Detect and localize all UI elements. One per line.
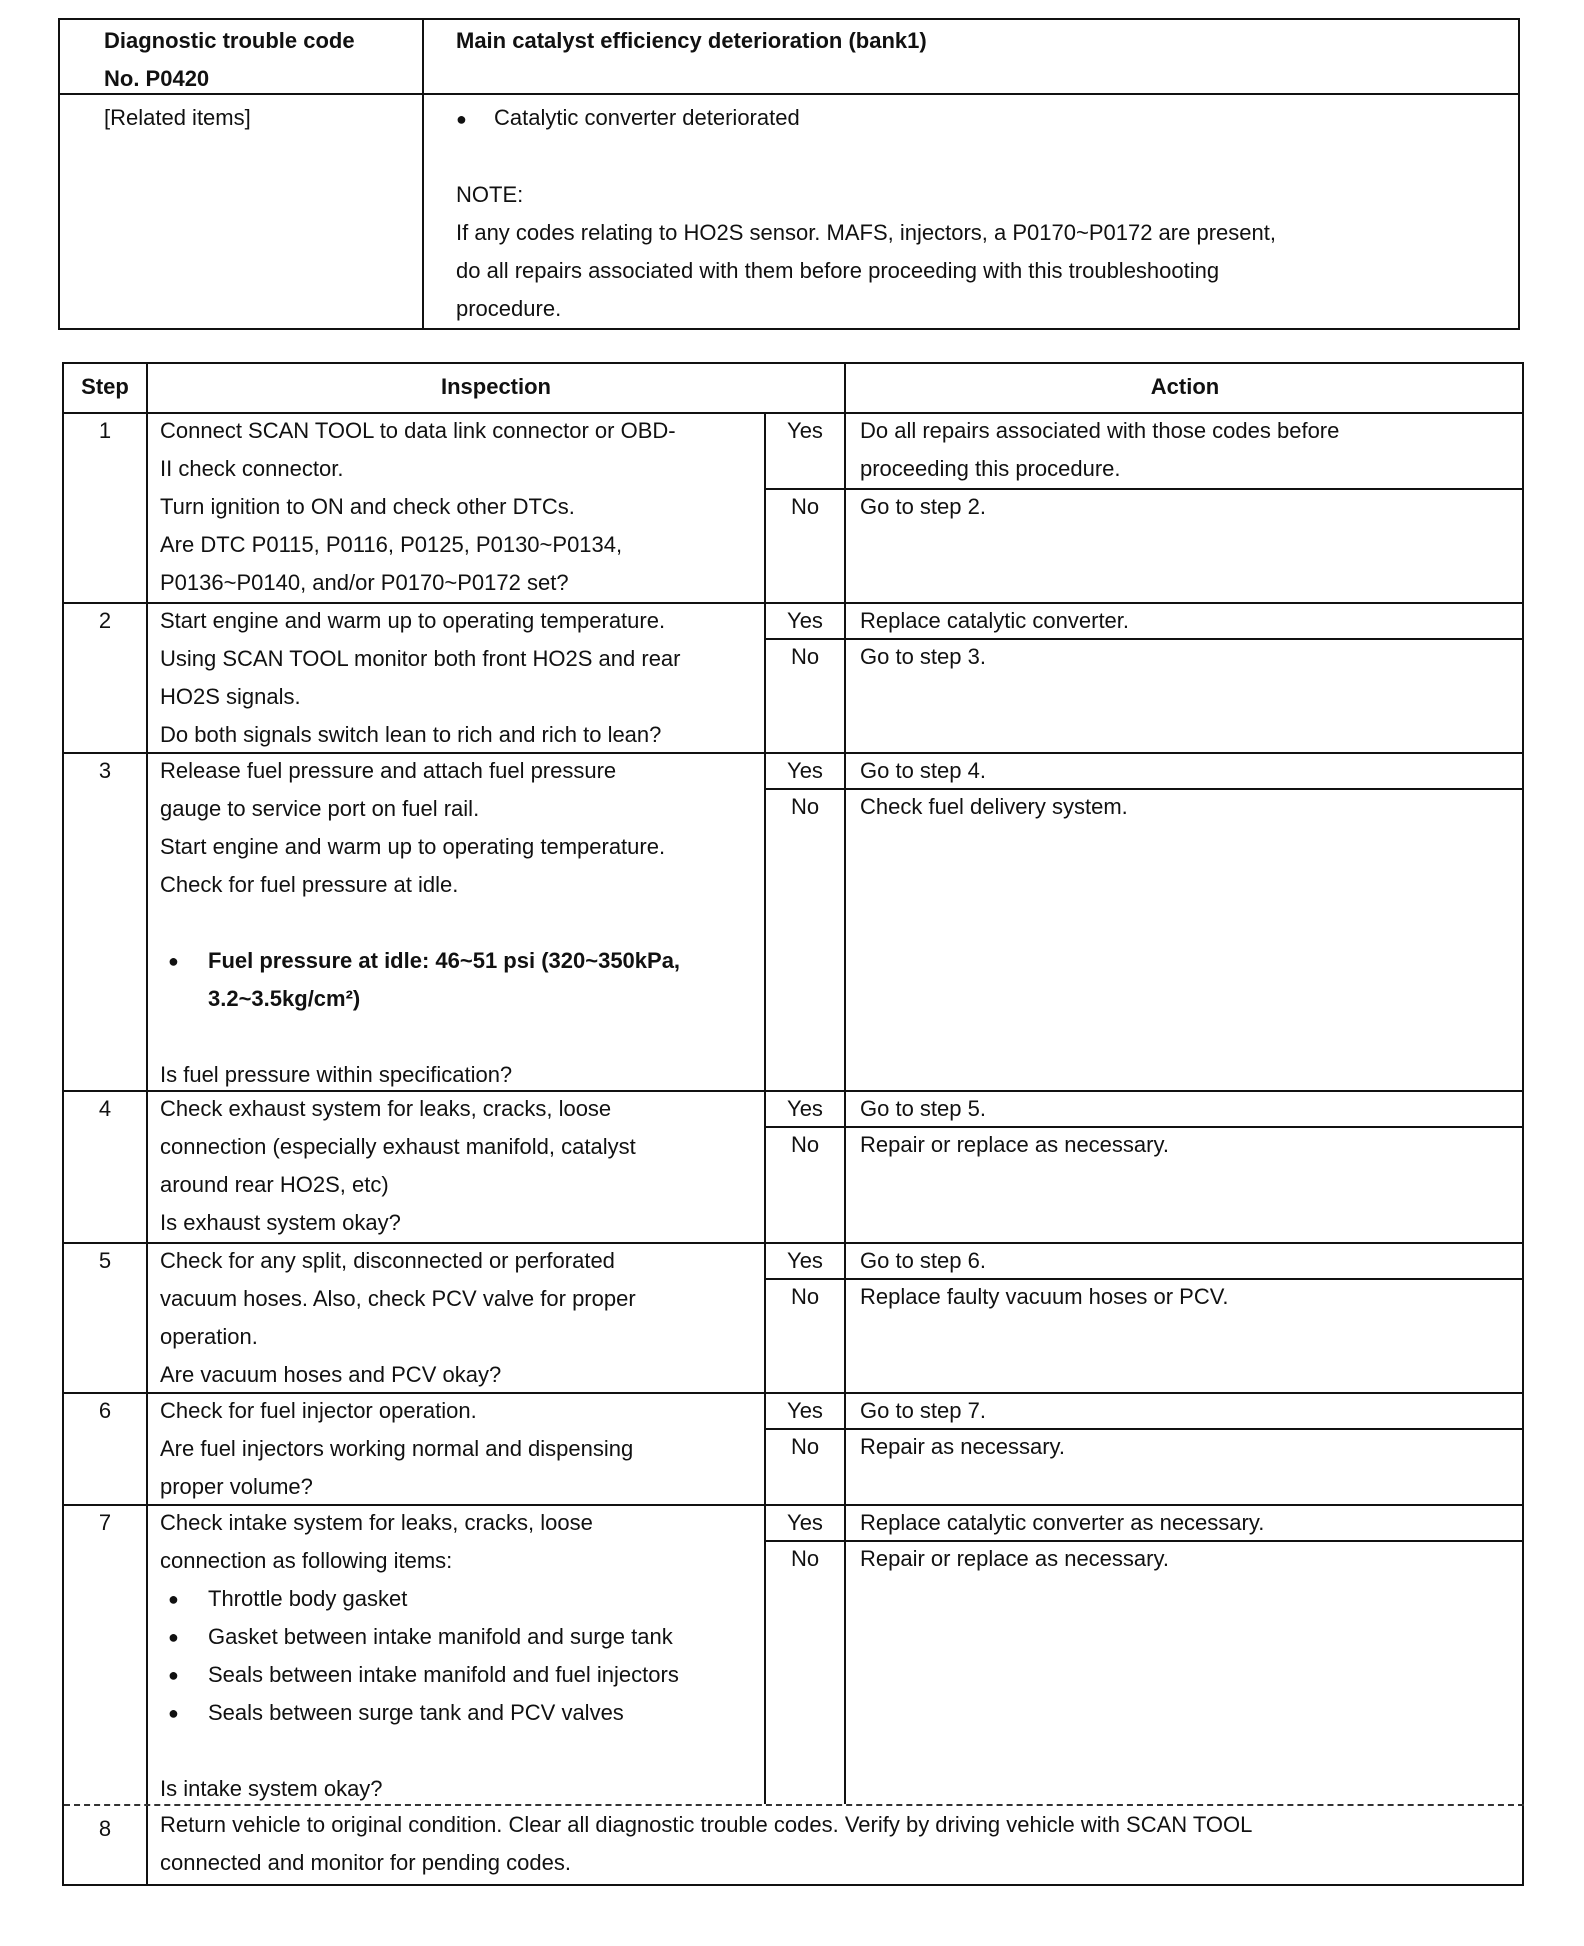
yes-label: Yes (787, 1398, 823, 1423)
no-action: Check fuel delivery system. (860, 794, 1128, 819)
note-line: procedure. (456, 296, 562, 321)
dtc-label-line1: Diagnostic trouble code (104, 28, 355, 53)
inspection-line: Release fuel pressure and attach fuel pressure (160, 758, 617, 783)
bullet-icon (456, 105, 494, 130)
inspection-line: Using SCAN TOOL monitor both front HO2S and rear (160, 646, 681, 671)
inspection-line: Start engine and warm up to operating temperature. (160, 834, 666, 859)
note-line: do all repairs associated with them before proceeding with this troubleshooting (456, 258, 1220, 283)
step-number: 1 (98, 418, 112, 443)
troubleshooting-table (62, 362, 1524, 1886)
no-action: Repair or replace as necessary. (860, 1132, 1169, 1157)
inspection-text (160, 752, 680, 1094)
related-item-text: Catalytic converter deteriorated (494, 105, 800, 130)
inspection-text (160, 1090, 636, 1242)
no-label: No (790, 1284, 820, 1309)
yes-action: Go to step 5. (860, 1096, 986, 1121)
checklist-item: ● Throttle body gasket (160, 1580, 679, 1618)
step-number: 2 (98, 608, 112, 633)
note-label: NOTE: (456, 182, 524, 207)
yes-action (860, 412, 1339, 488)
inspection-line: II check connector. (160, 456, 344, 481)
spec-line: ● Fuel pressure at idle: 46~51 psi (320~350kPa, (208, 948, 681, 973)
inspection-line: Check for fuel injector operation. (160, 1398, 477, 1423)
inspection-line: vacuum hoses. Also, check PCV valve for proper (160, 1286, 636, 1311)
yes-label: Yes (787, 1510, 823, 1535)
inspection-line: connection as following items: (160, 1548, 453, 1573)
inspection-line: Return vehicle to original condition. Clear all diagnostic trouble codes. Verify by driving vehicle with SCAN TOOL (160, 1812, 1253, 1837)
step-number: 8 (98, 1816, 112, 1841)
no-label: No (790, 494, 820, 519)
no-label: No (790, 794, 820, 819)
column-header-step: Step (81, 374, 129, 399)
related-items-content (456, 99, 1496, 328)
inspection-line: gauge to service port on fuel rail. (160, 796, 480, 821)
dtc-label (104, 22, 355, 98)
inspection-text (160, 1806, 1252, 1882)
inspection-line: Turn ignition to ON and check other DTCs. (160, 494, 575, 519)
inspection-text (160, 602, 681, 754)
inspection-text (160, 1392, 633, 1506)
no-label: No (790, 1132, 820, 1157)
step-number: 5 (98, 1248, 112, 1273)
dtc-header-table (58, 18, 1520, 330)
inspection-line: Do both signals switch lean to rich and rich to lean? (160, 722, 662, 747)
dtc-code: No. P0420 (104, 66, 210, 91)
inspection-line: proper volume? (160, 1474, 313, 1499)
step-number: 4 (98, 1096, 112, 1121)
checklist-item: ● Seals between intake manifold and fuel injectors (160, 1656, 679, 1694)
inspection-question: Is fuel pressure within specification? (160, 1062, 513, 1087)
inspection-line: around rear HO2S, etc) (160, 1172, 389, 1197)
yes-action: Go to step 6. (860, 1248, 986, 1273)
no-action: Go to step 2. (860, 494, 986, 519)
inspection-line: Are vacuum hoses and PCV okay? (160, 1362, 502, 1387)
no-action: Go to step 3. (860, 644, 986, 669)
yes-label: Yes (787, 1096, 823, 1121)
note-line: If any codes relating to HO2S sensor. MAFS, injectors, a P0170~P0172 are present, (456, 220, 1276, 245)
step-number: 6 (98, 1398, 112, 1423)
related-item (456, 99, 1496, 138)
inspection-line: Check exhaust system for leaks, cracks, loose (160, 1096, 612, 1121)
step-number: 7 (98, 1510, 112, 1535)
inspection-line: Check for fuel pressure at idle. (160, 872, 459, 897)
no-action: Replace faulty vacuum hoses or PCV. (860, 1284, 1229, 1309)
inspection-line: Are DTC P0115, P0116, P0125, P0130~P0134, (160, 532, 623, 557)
yes-label: Yes (787, 608, 823, 633)
inspection-text (160, 1242, 636, 1394)
inspection-line: Are fuel injectors working normal and dispensing (160, 1436, 634, 1461)
grid-line (844, 412, 846, 1804)
no-label: No (790, 644, 820, 669)
step-number: 3 (98, 758, 112, 783)
yes-action: Replace catalytic converter as necessary. (860, 1510, 1265, 1535)
inspection-line: Is exhaust system okay? (160, 1210, 401, 1235)
action-line: proceeding this procedure. (860, 456, 1121, 481)
action-line: Do all repairs associated with those codes before (860, 418, 1340, 443)
inspection-text (160, 1504, 679, 1808)
inspection-line: P0136~P0140, and/or P0170~P0172 set? (160, 570, 569, 595)
checklist-item: ● Gasket between intake manifold and surge tank (160, 1618, 679, 1656)
inspection-line: Check for any split, disconnected or perforated (160, 1248, 615, 1273)
checklist-item: ● Seals between surge tank and PCV valves (160, 1694, 679, 1732)
yes-label: Yes (787, 1248, 823, 1273)
yes-action: Replace catalytic converter. (860, 608, 1130, 633)
no-label: No (790, 1434, 820, 1459)
inspection-line: Connect SCAN TOOL to data link connector or OBD- (160, 418, 676, 443)
dtc-title: Main catalyst efficiency deterioration (bank1) (456, 28, 927, 53)
grid-line (146, 364, 148, 1884)
no-action: Repair as necessary. (860, 1434, 1066, 1459)
no-label: No (790, 1546, 820, 1571)
inspection-line: operation. (160, 1324, 258, 1349)
header-column-divider (422, 20, 424, 328)
inspection-line: connection (especially exhaust manifold, catalyst (160, 1134, 636, 1159)
spec-line: 3.2~3.5kg/cm²) (208, 986, 361, 1011)
inspection-line: HO2S signals. (160, 684, 301, 709)
spec-bullet (160, 942, 680, 1018)
yes-action: Go to step 4. (860, 758, 986, 783)
inspection-line: Check intake system for leaks, cracks, loose (160, 1510, 593, 1535)
inspection-text (160, 412, 676, 602)
related-items-label: [Related items] (104, 105, 251, 130)
inspection-line: Start engine and warm up to operating temperature. (160, 608, 666, 633)
column-header-inspection: Inspection (440, 374, 551, 399)
no-action: Repair or replace as necessary. (860, 1546, 1169, 1571)
inspection-question: Is intake system okay? (160, 1776, 383, 1801)
yes-label: Yes (787, 758, 823, 783)
inspection-line: connected and monitor for pending codes. (160, 1850, 571, 1875)
yes-label: Yes (787, 418, 823, 443)
column-header-action: Action (1150, 374, 1220, 399)
yes-action: Go to step 7. (860, 1398, 986, 1423)
